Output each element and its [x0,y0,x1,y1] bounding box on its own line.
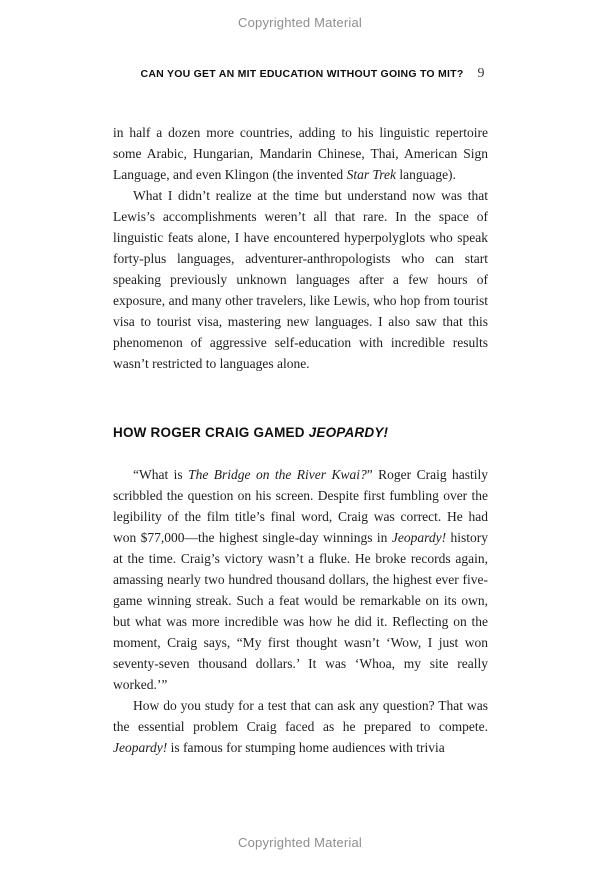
section-heading [113,425,488,440]
text-run: What I didn’t realize at the time but understand now was that Lewis’s accomplishments weren’t all that rare. In the space of linguistic feats alone, I have encountered hyperpolyglots who speak forty-plus languages, adventurer-anthropologists who can start speaking previously unknown languages after a few hours of exposure, and many other travelers, like Lewis, who hop from tourist visa to tourist visa, mastering new languages. I also saw that this phenomenon of aggressive self-education with incredible results wasn’t restricted to languages alone. [113,188,488,371]
paragraph [113,695,488,758]
running-header-title: CAN YOU GET AN MIT EDUCATION WITHOUT GOING TO MIT? [140,68,464,80]
italic-text-run: Star Trek [346,167,396,182]
text-run: How do you study for a test that can ask any question? That was the essential problem Craig faced as he prepared to compete. [113,698,488,734]
text-run: history at the time. Craig’s victory wasn’t a fluke. He broke records again, amassing nearly two hundred thousand dollars, the highest ever five-game winning streak. Such a feat would be remarkable on its own, but what was more incredible was how he did it. Reflecting on the moment, Craig says, “My first thought wasn’t ‘Wow, I just won seventy-seven thousand dollars.’ It was ‘Whoa, my site really worked.’” [113,530,488,692]
text-run: “What is [133,467,189,482]
copyright-notice-bottom: Copyrighted Material [238,835,362,850]
text-run: is famous for stumping home audiences with trivia [167,740,445,755]
body-text-lower [113,464,488,758]
page-number: 9 [477,66,485,81]
running-header [125,66,500,82]
paragraph [113,122,488,185]
italic-text-run: The Bridge on the River Kwai? [188,467,367,482]
body-text-upper [113,122,488,374]
text-run: in half a dozen more countries, adding to his linguistic repertoire some Arabic, Hungarian, Mandarin Chinese, Thai, American Sign Language, and even Klingon (the invented [113,125,488,182]
italic-text-run: JEOPARDY! [308,425,389,440]
text-run: HOW ROGER CRAIG GAMED [113,425,309,440]
copyright-notice-top: Copyrighted Material [238,15,362,30]
text-run: language). [395,167,456,182]
italic-text-run: Jeopardy! [113,740,168,755]
text-run: ” Roger Craig hastily scribbled the question on his screen. Despite first fumbling over the legibility of the film title’s final word, Craig was correct. He had won $77,000—the highest single-day winnings in [113,467,488,545]
paragraph [113,464,488,695]
italic-text-run: Jeopardy! [391,530,447,545]
paragraph [113,185,488,374]
